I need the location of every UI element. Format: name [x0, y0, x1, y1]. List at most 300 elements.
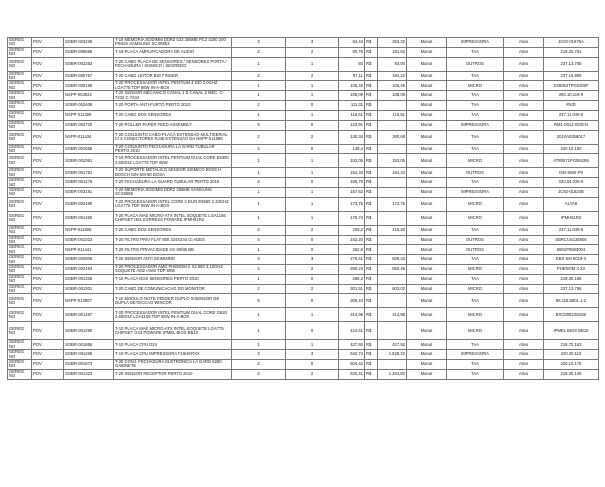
- cell-description: T-20 PORTA ANTI-FURTO PERTO 2010: [114, 101, 232, 111]
- cell-qty-a: 1: [232, 245, 286, 255]
- cell-unit-price: 166,70: [339, 178, 365, 188]
- cell-region: GEREG NO: [8, 110, 32, 120]
- cell-region: GEREG NO: [8, 235, 32, 245]
- cell-currency: R$: [365, 211, 378, 225]
- cell-category: TAA: [447, 110, 504, 120]
- cell-item-code: SOBR-002480: [64, 197, 114, 211]
- cell-status: Manut: [407, 360, 447, 370]
- cell-status: Manut: [407, 322, 447, 340]
- cell-total: 93,00: [378, 57, 407, 71]
- cell-qty-b: 0: [286, 274, 339, 284]
- cell-pov: POV: [32, 197, 64, 211]
- cell-total: 427,92: [378, 340, 407, 350]
- cell-active-flag: Ativo: [504, 38, 544, 48]
- cell-pov: POV: [32, 340, 64, 350]
- cell-category: MICRO: [447, 197, 504, 211]
- cell-qty-a: 1: [232, 168, 286, 178]
- cell-unit-price: 123,91: [339, 120, 365, 130]
- cell-active-flag: Ativo: [504, 274, 544, 284]
- cell-currency: R$: [365, 57, 378, 71]
- cell-pov: POV: [32, 168, 64, 178]
- cell-total: 260,68: [378, 130, 407, 144]
- cell-category: OUTROS: [447, 168, 504, 178]
- cell-qty-a: 6: [232, 294, 286, 308]
- cell-category: TAA: [447, 360, 504, 370]
- cell-unit-price: 118,51: [339, 110, 365, 120]
- cell-part-number: 219.30.145: [544, 369, 599, 379]
- cell-region: GEREG NO: [8, 81, 32, 91]
- cell-active-flag: Ativo: [504, 265, 544, 275]
- cell-region: GEREG NO: [8, 120, 32, 130]
- cell-pov: POV: [32, 322, 64, 340]
- cell-qty-a: 1: [232, 308, 286, 322]
- cell-status: Manut: [407, 350, 447, 360]
- cell-unit-price: 130,34: [339, 130, 365, 144]
- cell-qty-a: 2: [232, 369, 286, 379]
- cell-total: [378, 235, 407, 245]
- cell-part-number: EBX SM 6019-3: [544, 255, 599, 265]
- cell-qty-a: 2: [232, 71, 286, 81]
- cell-qty-b: 2: [286, 369, 339, 379]
- cell-description: T-20 CABO DOS SENSORES: [114, 110, 232, 120]
- cell-qty-b: 0: [286, 144, 339, 154]
- cell-unit-price: 90,76: [339, 47, 365, 57]
- cell-unit-price: 106,45: [339, 81, 365, 91]
- cell-qty-a: 1: [232, 91, 286, 101]
- cell-pov: POV: [32, 360, 64, 370]
- cell-description: T-10 PLACA DOS SENSORES PERTO 2010: [114, 274, 232, 284]
- cell-description: T-20 PROCESSADOR INTEL PENTIUM 4 630 3.0GHZ LGA775 TDP 86W IN-A-BOX: [114, 81, 232, 91]
- cell-region: GEREG NO: [8, 308, 32, 322]
- cell-category: TAA: [447, 255, 504, 265]
- cell-active-flag: Ativo: [504, 211, 544, 225]
- cell-region: GEREG NO: [8, 47, 32, 57]
- cell-pov: POV: [32, 120, 64, 130]
- cell-qty-b: 1: [286, 187, 339, 197]
- cell-part-number: 219.30.165: [544, 274, 599, 284]
- cell-category: TAA: [447, 369, 504, 379]
- cell-qty-b: 2: [286, 71, 339, 81]
- cell-part-number: 237.16.906: [544, 71, 599, 81]
- cell-category: MICRO: [447, 322, 504, 340]
- cell-description: T-10 PLACA CPU D24: [114, 340, 232, 350]
- cell-part-number: JC92-01975A: [544, 38, 599, 48]
- cell-total: [378, 101, 407, 111]
- cell-status: Manut: [407, 71, 447, 81]
- cell-unit-price: 84,44: [339, 38, 365, 48]
- cell-status: Manut: [407, 245, 447, 255]
- cell-part-number: 86.115.5801.1-2: [544, 294, 599, 308]
- cell-category: TAA: [447, 225, 504, 235]
- cell-status: Manut: [407, 130, 447, 144]
- cell-pov: POV: [32, 284, 64, 294]
- cell-status: Manut: [407, 308, 447, 322]
- cell-currency: R$: [365, 154, 378, 168]
- cell-region: GEREG NO: [8, 154, 32, 168]
- table-row: [8, 120, 599, 130]
- cell-unit-price: 424,61: [339, 322, 365, 340]
- cell-item-code: SOBR-000159: [64, 81, 114, 91]
- cell-status: Manut: [407, 235, 447, 245]
- cell-unit-price: 308,44: [339, 294, 365, 308]
- cell-description: T-20 PROCESSADOR INTEL CORE 2 DUO E6550 2,33GHZ LGA775 TDP 65W IN-A-BOX: [114, 197, 232, 211]
- cell-unit-price: 111,31: [339, 101, 365, 111]
- cell-item-code: NSPP-011505: [64, 225, 114, 235]
- cell-description: T-20 CONJ. FECHADURA ELETRONICA LA GARD 6280 GABINETE: [114, 360, 232, 370]
- cell-part-number: SX6054TPG0300F: [544, 81, 599, 91]
- cell-qty-b: 1: [286, 91, 339, 101]
- table-row: [8, 369, 599, 379]
- cell-description: T-20 PROCESSADOR INTEL PENTIUM DUAL CORE G620 2,60GHZ LGA1155 TDP 65W IN-A-BOX: [114, 308, 232, 322]
- cell-region: GEREG NO: [8, 101, 32, 111]
- cell-active-flag: Ativo: [504, 120, 544, 130]
- cell-status: Manut: [407, 265, 447, 275]
- cell-region: GEREG NO: [8, 91, 32, 101]
- cell-currency: R$: [365, 120, 378, 130]
- cell-item-code: SOBR-001673: [64, 360, 114, 370]
- cell-part-number: 219.70.163: [544, 340, 599, 350]
- cell-description: T-10 MODULO NOTE FEEDER DUPLO SISENSOR DE DUPLA DETECCAO WINCOR: [114, 294, 232, 308]
- cell-total: 829,23: [378, 255, 407, 265]
- cell-total: 253,32: [378, 38, 407, 48]
- cell-active-flag: Ativo: [504, 197, 544, 211]
- cell-region: GEREG NO: [8, 369, 32, 379]
- cell-total: 418,40: [378, 225, 407, 235]
- cell-description: T-19 PLACA AMPLIFICADORA DE AUDIO: [114, 47, 232, 57]
- cell-category: IMPRESSORA: [447, 38, 504, 48]
- table-row: [8, 322, 599, 340]
- cell-unit-price: 280,23: [339, 265, 365, 275]
- cell-unit-price: 542,74: [339, 350, 365, 360]
- table-row: [8, 144, 599, 154]
- cell-currency: R$: [365, 294, 378, 308]
- cell-region: GEREG NO: [8, 38, 32, 48]
- cell-total: [378, 294, 407, 308]
- cell-active-flag: Ativo: [504, 308, 544, 322]
- cell-currency: R$: [365, 38, 378, 48]
- cell-active-flag: Ativo: [504, 178, 544, 188]
- cell-region: GEREG NO: [8, 130, 32, 144]
- cell-qty-b: 0: [286, 235, 339, 245]
- cell-total: [378, 120, 407, 130]
- cell-total: 181,52: [378, 47, 407, 57]
- cell-region: GEREG NO: [8, 71, 32, 81]
- table-row: [8, 91, 599, 101]
- cell-currency: R$: [365, 47, 378, 57]
- cell-description: T-20 SUPORTE METALICO SENSOR SISMICO BOSCH BOSCH ISN-SM-50 DOSA: [114, 168, 232, 178]
- cell-item-code: SOBR-002806: [64, 255, 114, 265]
- table-row: [8, 57, 599, 71]
- table-row: [8, 101, 599, 111]
- cell-pov: POV: [32, 130, 64, 144]
- cell-item-code: SOBR-006586: [64, 47, 114, 57]
- cell-qty-b: 3: [286, 255, 339, 265]
- cell-active-flag: Ativo: [504, 294, 544, 308]
- cell-description: T-20 SENSOR RECEPTOR PERTO 2010: [114, 369, 232, 379]
- cell-qty-a: 2: [232, 144, 286, 154]
- cell-region: GEREG NO: [8, 294, 32, 308]
- cell-qty-b: 3: [286, 350, 339, 360]
- inventory-table: [7, 37, 599, 380]
- cell-qty-a: 2: [232, 360, 286, 370]
- cell-item-code: SOBR-001280: [64, 322, 114, 340]
- cell-description: T-20 CABO PLACA DE SENSORES / SENSORES PORTA / FECHADURA / SISMICO / SEGREDO: [114, 57, 232, 71]
- cell-total: [378, 274, 407, 284]
- cell-status: Manut: [407, 120, 447, 130]
- cell-qty-a: 4: [232, 235, 286, 245]
- cell-category: MICRO: [447, 284, 504, 294]
- cell-part-number: JC92-01624B: [544, 187, 599, 197]
- cell-pov: POV: [32, 154, 64, 168]
- cell-status: Manut: [407, 110, 447, 120]
- cell-unit-price: 427,92: [339, 340, 365, 350]
- cell-part-number: SBRCUS136605: [544, 235, 599, 245]
- cell-total: [378, 144, 407, 154]
- cell-unit-price: 314,98: [339, 308, 365, 322]
- cell-category: TAA: [447, 91, 504, 101]
- cell-unit-price: 301,51: [339, 284, 365, 294]
- cell-currency: R$: [365, 71, 378, 81]
- cell-currency: R$: [365, 369, 378, 379]
- cell-active-flag: Ativo: [504, 168, 544, 178]
- cell-pov: POV: [32, 57, 64, 71]
- cell-qty-a: 1: [232, 211, 286, 225]
- cell-category: MICRO: [447, 308, 504, 322]
- cell-pov: POV: [32, 81, 64, 91]
- table-row: [8, 168, 599, 178]
- cell-currency: R$: [365, 350, 378, 360]
- cell-qty-a: 2: [232, 101, 286, 111]
- cell-description: T-20 SENSOR ANTI SKIMMING: [114, 255, 232, 265]
- cell-unit-price: 604,42: [339, 360, 365, 370]
- cell-status: Manut: [407, 57, 447, 71]
- cell-qty-b: 0: [286, 360, 339, 370]
- cell-unit-price: 288,2: [339, 274, 365, 284]
- table-row: [8, 274, 599, 284]
- cell-active-flag: Ativo: [504, 187, 544, 197]
- cell-pov: POV: [32, 110, 64, 120]
- cell-category: TAA: [447, 130, 504, 144]
- cell-qty-a: 9: [232, 120, 286, 130]
- cell-part-number: 237.13.706: [544, 57, 599, 71]
- cell-total: 603,02: [378, 284, 407, 294]
- cell-part-number: 220.20.110: [544, 350, 599, 360]
- cell-unit-price: 173,75: [339, 197, 365, 211]
- table-row: [8, 71, 599, 81]
- cell-item-code: NSPP-011306: [64, 110, 114, 120]
- table-row: [8, 235, 599, 245]
- cell-part-number: 2010A0266017: [544, 130, 599, 144]
- table-row: [8, 178, 599, 188]
- cell-status: Manut: [407, 144, 447, 154]
- cell-active-flag: Ativo: [504, 235, 544, 245]
- cell-part-number: 237.11.049-5: [544, 225, 599, 235]
- cell-description: T-10 PLACA CPU IMPRESSORA F15HERXX: [114, 350, 232, 360]
- cell-qty-b: 1: [286, 168, 339, 178]
- cell-description: T-20 ROLLER PAPER FEED ASSEMBLY: [114, 120, 232, 130]
- cell-category: TAA: [447, 178, 504, 188]
- cell-item-code: SOBR-001487: [64, 308, 114, 322]
- cell-region: GEREG NO: [8, 144, 32, 154]
- table-row: [8, 308, 599, 322]
- cell-active-flag: Ativo: [504, 350, 544, 360]
- cell-part-number: 237.13.766: [544, 284, 599, 294]
- cell-currency: R$: [365, 81, 378, 91]
- cell-item-code: SOBR-001061: [64, 154, 114, 168]
- table-row: [8, 38, 599, 48]
- cell-unit-price: 153,05: [339, 154, 365, 168]
- cell-region: GEREG NO: [8, 57, 32, 71]
- cell-qty-a: 2: [232, 225, 286, 235]
- cell-active-flag: Ativo: [504, 91, 544, 101]
- cell-status: Manut: [407, 211, 447, 225]
- cell-category: OUTROS: [447, 245, 504, 255]
- cell-pov: POV: [32, 274, 64, 284]
- cell-total: [378, 178, 407, 188]
- cell-region: GEREG NO: [8, 178, 32, 188]
- cell-total: 173,75: [378, 197, 407, 211]
- cell-category: IMPRESSORA: [447, 120, 504, 130]
- cell-category: IMPRESSORA: [447, 350, 504, 360]
- cell-item-code: SOBR-001269: [64, 350, 114, 360]
- cell-active-flag: Ativo: [504, 369, 544, 379]
- cell-item-code: SOBR-003236: [64, 38, 114, 48]
- cell-part-number: 220.10.175: [544, 360, 599, 370]
- cell-pov: POV: [32, 178, 64, 188]
- cell-active-flag: Ativo: [504, 57, 544, 71]
- table-row: [8, 265, 599, 275]
- cell-status: Manut: [407, 101, 447, 111]
- cell-unit-price: 93: [339, 57, 365, 71]
- cell-description: T-20 SENSOR MECANICO CANAL 1 E CANAL 2 MEC. C-7232 C-7244: [114, 91, 232, 101]
- cell-part-number: 237.11.049-0: [544, 110, 599, 120]
- cell-active-flag: Ativo: [504, 101, 544, 111]
- cell-region: GEREG NO: [8, 225, 32, 235]
- cell-part-number: 220.10.150: [544, 144, 599, 154]
- table-row: [8, 47, 599, 57]
- cell-part-number: 5801P0683004: [544, 245, 599, 255]
- cell-currency: R$: [365, 187, 378, 197]
- cell-pov: POV: [32, 101, 64, 111]
- cell-region: GEREG NO: [8, 360, 32, 370]
- cell-qty-a: 2: [232, 130, 286, 144]
- cell-item-code: SOBR-002283: [64, 57, 114, 71]
- cell-currency: R$: [365, 322, 378, 340]
- cell-unit-price: 97,11: [339, 71, 365, 81]
- table-row: [8, 294, 599, 308]
- cell-description: T-20 CONJUNTO FECHADURA LA GARD TUBULAR PERTO 2010: [114, 144, 232, 154]
- table-row: [8, 197, 599, 211]
- cell-part-number: IPMH61R2: [544, 211, 599, 225]
- cell-qty-a: 1: [232, 322, 286, 340]
- cell-pov: POV: [32, 245, 64, 255]
- cell-category: TAA: [447, 274, 504, 284]
- cell-region: GEREG NO: [8, 322, 32, 340]
- cell-currency: R$: [365, 265, 378, 275]
- cell-total: [378, 187, 407, 197]
- cell-total: [378, 360, 407, 370]
- cell-active-flag: Ativo: [504, 245, 544, 255]
- cell-currency: R$: [365, 235, 378, 245]
- cell-currency: R$: [365, 91, 378, 101]
- cell-status: Manut: [407, 340, 447, 350]
- cell-qty-b: 1: [286, 340, 339, 350]
- cell-status: Manut: [407, 187, 447, 197]
- cell-active-flag: Ativo: [504, 47, 544, 57]
- cell-status: Manut: [407, 255, 447, 265]
- cell-item-code: SOBR-001655: [64, 144, 114, 154]
- cell-currency: R$: [365, 225, 378, 235]
- cell-category: TAA: [447, 340, 504, 350]
- cell-qty-a: 2: [232, 284, 286, 294]
- cell-category: MICRO: [447, 265, 504, 275]
- cell-status: Manut: [407, 47, 447, 57]
- cell-item-code: SOBR-001276: [64, 178, 114, 188]
- cell-description: T-20 CABO DE COMUNICACAO DO MONITOR: [114, 284, 232, 294]
- table-row: [8, 154, 599, 168]
- table-row: [8, 81, 599, 91]
- cell-unit-price: 632,41: [339, 369, 365, 379]
- cell-item-code: NSPP-003822: [64, 91, 114, 101]
- cell-pov: POV: [32, 211, 64, 225]
- cell-pov: POV: [32, 225, 64, 235]
- cell-qty-b: 1: [286, 154, 339, 168]
- cell-total: 1.264,82: [378, 369, 407, 379]
- cell-item-code: NSPP-011434: [64, 130, 114, 144]
- cell-total: [378, 245, 407, 255]
- table-body: [8, 38, 599, 380]
- cell-qty-a: 3: [232, 255, 286, 265]
- cell-qty-a: 1: [232, 110, 286, 120]
- cell-status: Manut: [407, 284, 447, 294]
- cell-pov: POV: [32, 38, 64, 48]
- cell-pov: POV: [32, 187, 64, 197]
- cell-currency: R$: [365, 178, 378, 188]
- cell-qty-a: 1: [232, 197, 286, 211]
- cell-description: T-20 PROCESSADOR AMD PHENOM II X2 560 3,10GHZ SOQUETE AM2 /AM3 TDP 80W: [114, 265, 232, 275]
- cell-qty-b: 0: [286, 322, 339, 340]
- cell-active-flag: Ativo: [504, 360, 544, 370]
- cell-category: MICRO: [447, 154, 504, 168]
- cell-region: GEREG NO: [8, 350, 32, 360]
- cell-status: Manut: [407, 154, 447, 168]
- cell-category: TAA: [447, 47, 504, 57]
- cell-qty-a: 3: [232, 350, 286, 360]
- cell-part-number: ISN-SMK-P0: [544, 168, 599, 178]
- cell-unit-price: 262,6: [339, 245, 365, 255]
- cell-part-number: 280.10.118-9: [544, 91, 599, 101]
- cell-qty-a: 1: [232, 81, 286, 91]
- cell-pov: POV: [32, 369, 64, 379]
- cell-active-flag: Ativo: [504, 81, 544, 91]
- cell-description: T-20 FECHADURA LA GUARD TUBULAR PERTO 2010: [114, 178, 232, 188]
- cell-region: GEREG NO: [8, 255, 32, 265]
- table-row: [8, 284, 599, 294]
- cell-total: [378, 322, 407, 340]
- cell-pov: POV: [32, 255, 64, 265]
- cell-category: IMPRESSORA: [447, 187, 504, 197]
- cell-currency: R$: [365, 101, 378, 111]
- cell-qty-a: 4: [232, 178, 286, 188]
- table-row: [8, 130, 599, 144]
- cell-active-flag: Ativo: [504, 154, 544, 168]
- cell-qty-b: 1: [286, 81, 339, 91]
- cell-currency: R$: [365, 245, 378, 255]
- cell-unit-price: 175,74: [339, 211, 365, 225]
- cell-currency: R$: [365, 168, 378, 178]
- cell-unit-price: 209,2: [339, 225, 365, 235]
- cell-qty-b: 1: [286, 197, 339, 211]
